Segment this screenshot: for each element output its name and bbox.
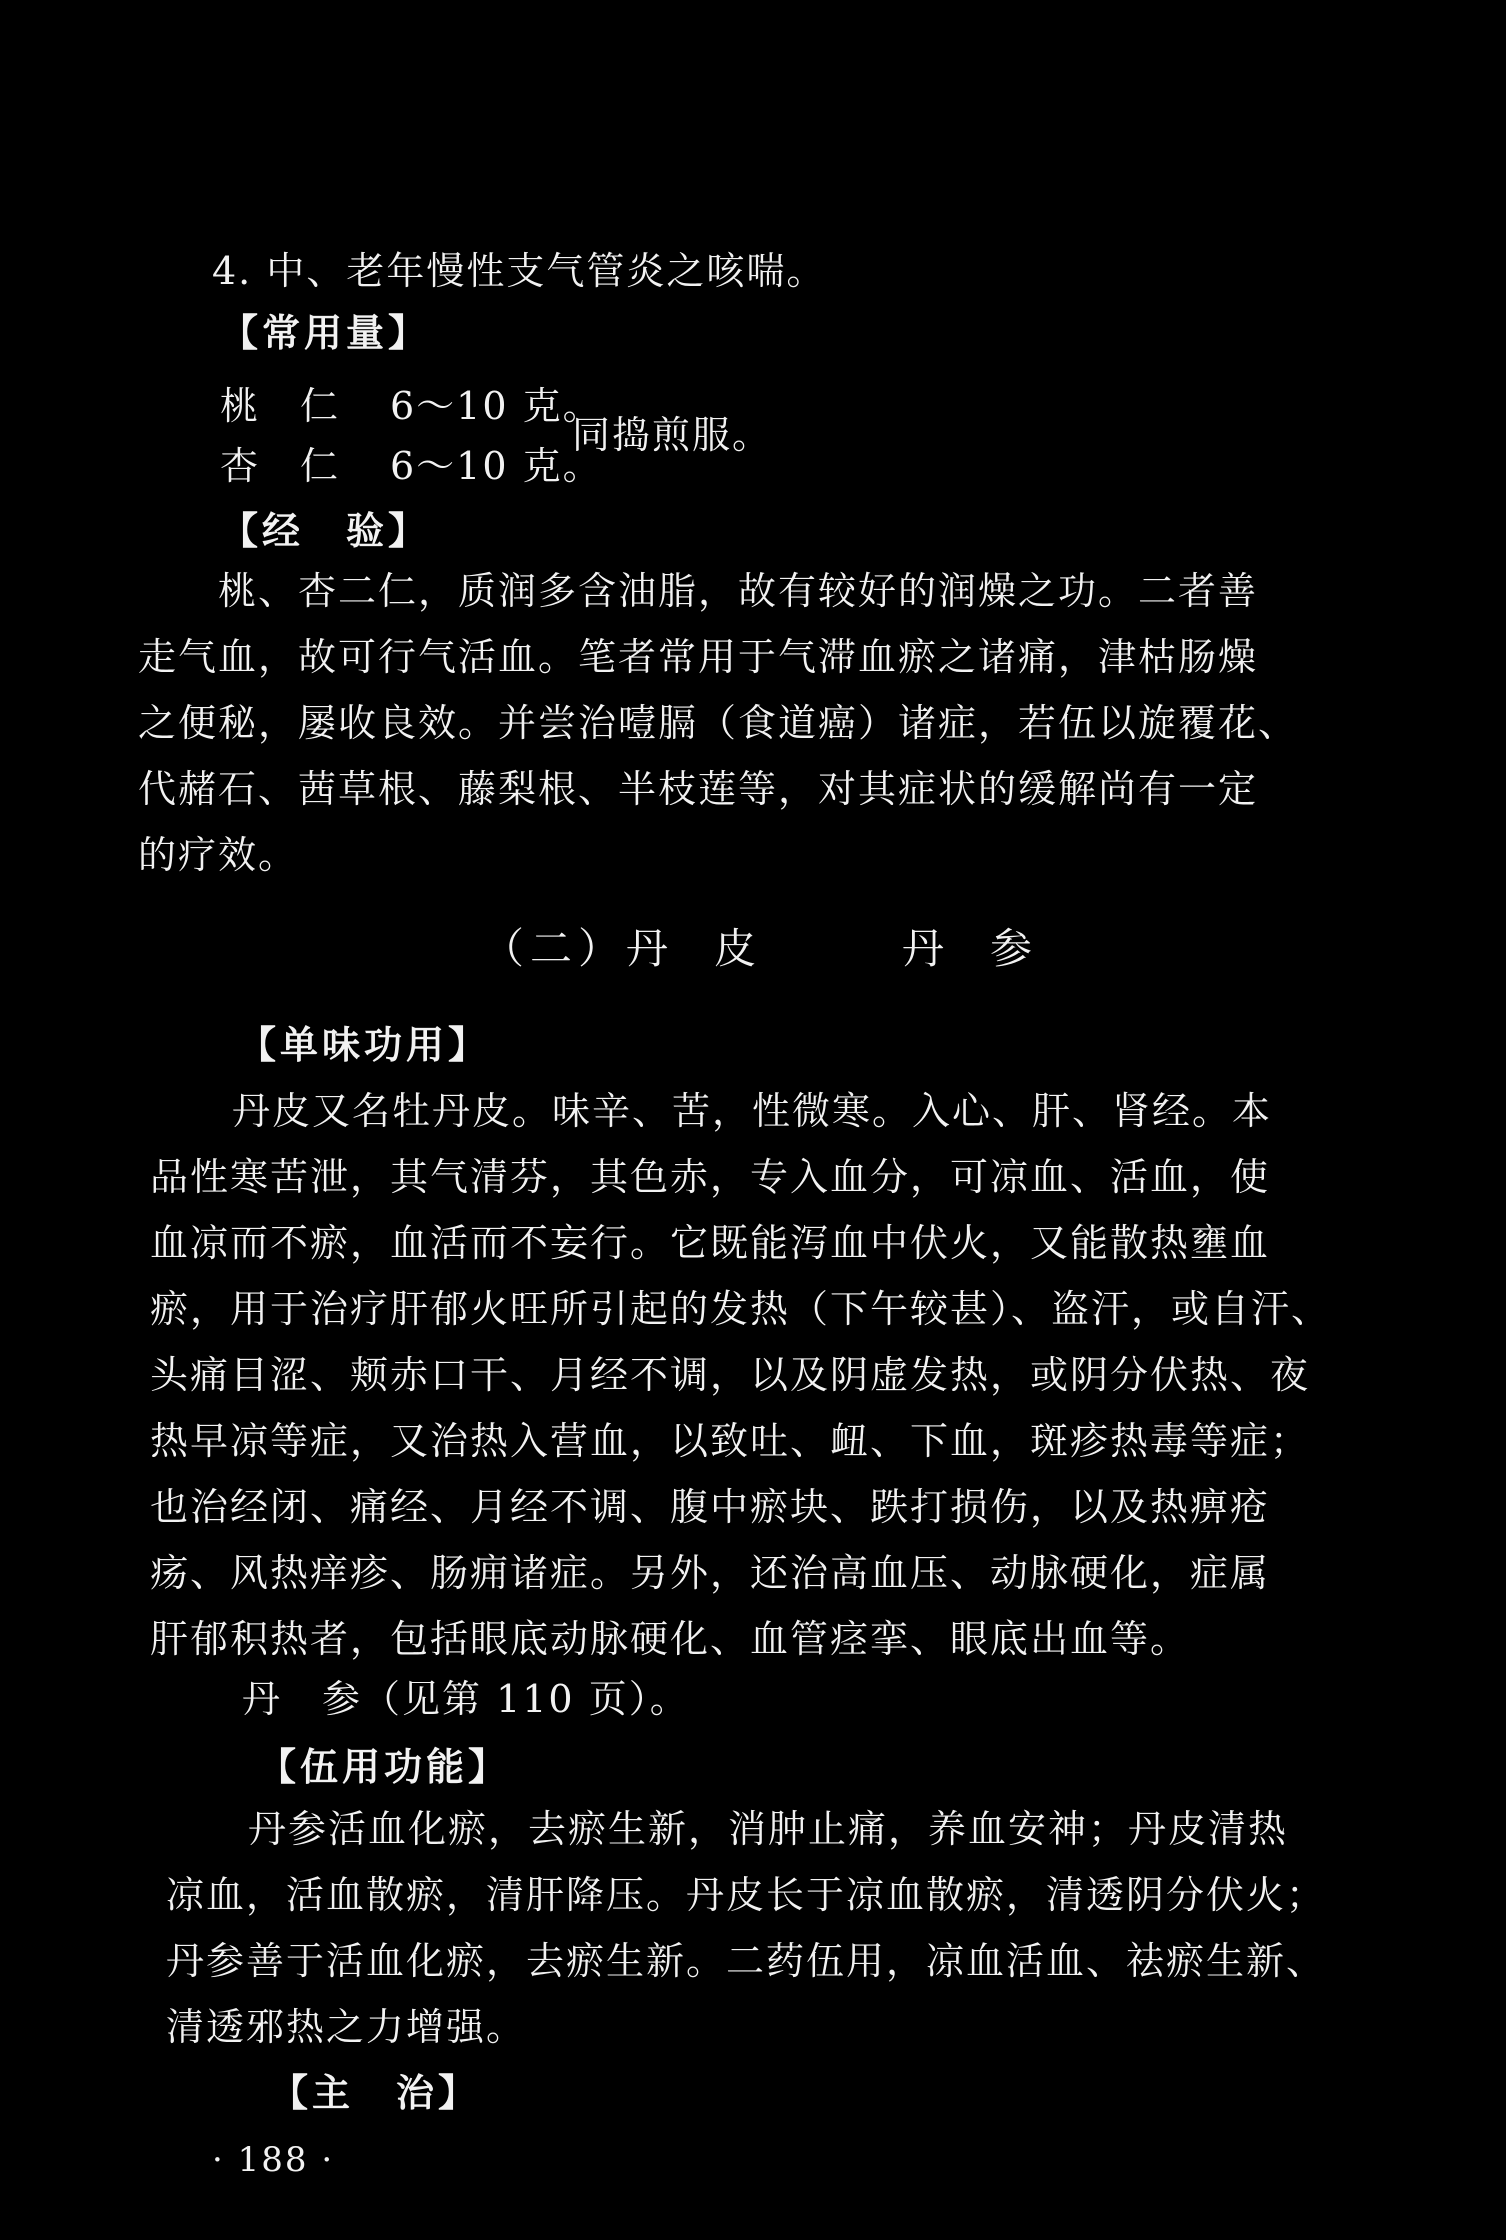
single-function-line: 丹皮又名牡丹皮。味辛、苦，性微寒。入心、肝、肾经。本 bbox=[232, 1089, 1273, 1133]
single-function-line: 头痛目涩、颊赤口干、月经不调，以及阴虚发热，或阴分伏热、夜 bbox=[150, 1353, 1311, 1397]
experience-line: 走气血，故可行气活血。笔者常用于气滞血瘀之诸痛，津枯肠燥 bbox=[138, 635, 1259, 679]
section-title-shen: 参 bbox=[990, 924, 1039, 973]
dose-line-xingren bbox=[220, 443, 603, 489]
combined-function-line: 凉血，活血散瘀，清肝降压。丹皮长于凉血散瘀，清透阴分伏火； bbox=[166, 1873, 1327, 1917]
single-function-line: 瘀，用于治疗肝郁火旺所引起的发热（下午较甚）、盗汗，或自汗、 bbox=[150, 1287, 1332, 1331]
dose-note: 同捣煎服。 bbox=[572, 413, 773, 457]
dose-amount-xingren: 6～10 克。 bbox=[390, 444, 603, 488]
page-number: · 188 · bbox=[212, 2140, 335, 2180]
combined-function-line: 丹参善于活血化瘀，去瘀生新。二药伍用，凉血活血、祛瘀生新、 bbox=[166, 1939, 1327, 1983]
dose-name-xingren: 杏 仁 bbox=[220, 444, 341, 488]
single-function-line: 也治经闭、痛经、月经不调、腹中瘀块、跌打损伤，以及热痹疮 bbox=[150, 1485, 1271, 1529]
single-function-heading: 【单味功用】 bbox=[238, 1023, 491, 1067]
danshen-reference: 丹 参（见第 110 页）。 bbox=[242, 1677, 690, 1721]
dosage-heading: 【常用量】 bbox=[220, 311, 431, 355]
section-title bbox=[482, 926, 1038, 972]
dose-name-taoren: 桃 仁 bbox=[220, 384, 341, 428]
single-function-line: 血凉而不瘀，血活而不妄行。它既能泻血中伏火，又能散热壅血 bbox=[150, 1221, 1271, 1265]
section-title-pi: 皮 bbox=[714, 924, 763, 973]
combined-function-line: 清透邪热之力增强。 bbox=[166, 2005, 527, 2049]
section-title-dan: 丹 bbox=[902, 924, 951, 973]
intro-line: 4. 中、老年慢性支气管炎之咳喘。 bbox=[212, 249, 827, 293]
experience-line: 之便秘，屡收良效。并尝治噎膈（食道癌）诸症，若伍以旋覆花、 bbox=[138, 701, 1299, 745]
dose-line-taoren bbox=[220, 383, 603, 429]
experience-line: 桃、杏二仁，质润多含油脂，故有较好的润燥之功。二者善 bbox=[218, 569, 1259, 613]
experience-heading: 【经 验】 bbox=[220, 509, 431, 553]
single-function-line: 热早凉等症，又治热入营血，以致吐、衄、下血，斑疹热毒等症； bbox=[150, 1419, 1311, 1463]
experience-line: 的疗效。 bbox=[138, 833, 299, 877]
single-function-line: 疡、风热痒疹、肠痈诸症。另外，还治高血压、动脉硬化，症属 bbox=[150, 1551, 1271, 1595]
dose-amount-taoren: 6～10 克。 bbox=[390, 384, 603, 428]
experience-line: 代赭石、茜草根、藤梨根、半枝莲等，对其症状的缓解尚有一定 bbox=[138, 767, 1259, 811]
section-title-prefix: （二）丹 bbox=[482, 924, 675, 973]
indication-heading: 【主 治】 bbox=[270, 2071, 481, 2115]
single-function-line: 品性寒苦泄，其气清芬，其色赤，专入血分，可凉血、活血，使 bbox=[150, 1155, 1271, 1199]
combined-function-heading: 【伍用功能】 bbox=[258, 1745, 511, 1789]
single-function-line: 肝郁积热者，包括眼底动脉硬化、血管痉挛、眼底出血等。 bbox=[150, 1617, 1191, 1661]
combined-function-line: 丹参活血化瘀，去瘀生新，消肿止痛，养血安神；丹皮清热 bbox=[248, 1807, 1289, 1851]
